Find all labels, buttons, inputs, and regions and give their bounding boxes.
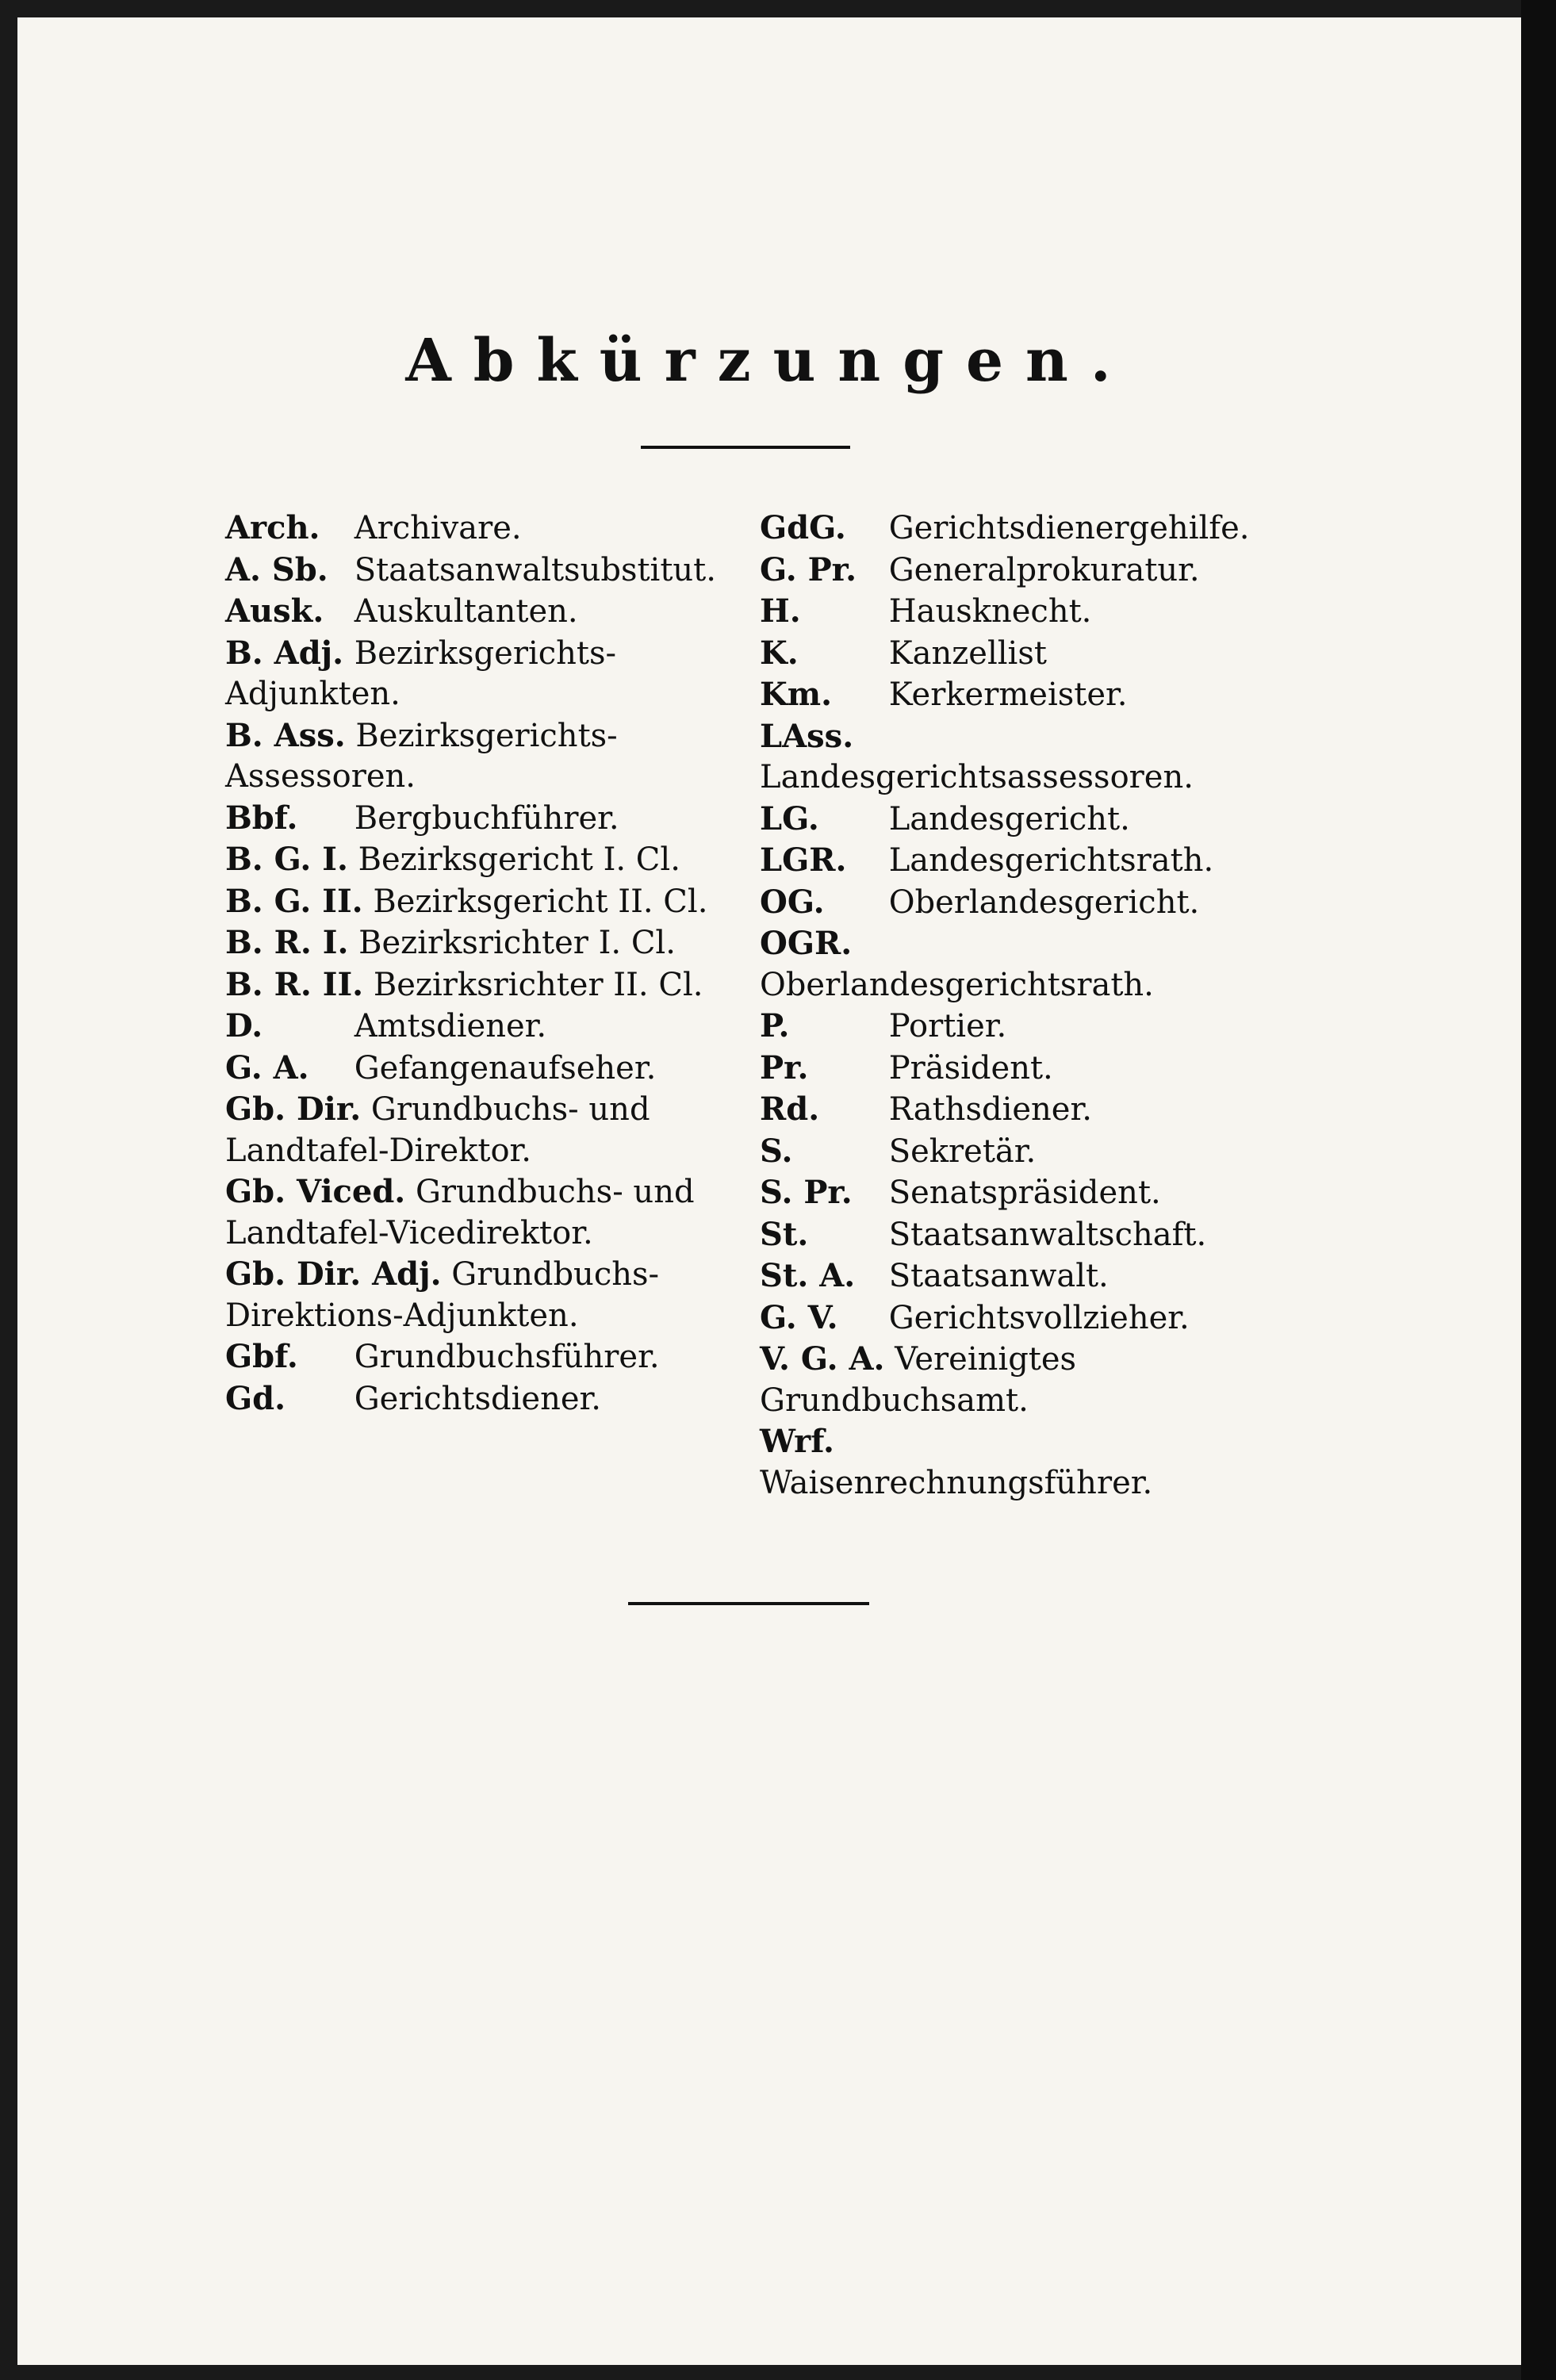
abbreviation-term: LG.	[760, 799, 819, 837]
abbreviation-term: OG.	[760, 883, 825, 921]
abbreviation-term: B. R. II.	[225, 965, 364, 1003]
abbreviation-term: G. Pr.	[760, 550, 857, 588]
abbreviation-term: GdG.	[760, 509, 846, 546]
abbreviation-term: LGR.	[760, 841, 847, 879]
abbreviation-expansion: Gerichtsdiener.	[354, 1380, 601, 1417]
abbreviation-term: S.	[760, 1132, 793, 1170]
abbreviation-entry	[225, 881, 733, 923]
abbreviation-entry	[760, 550, 1275, 592]
abbreviation-entry	[760, 840, 1275, 882]
abbreviation-expansion: Bezirksrichter II. Cl.	[373, 966, 703, 1003]
abbreviation-expansion: Gerichtsvollzieher.	[888, 1299, 1190, 1336]
abbreviation-expansion: Amtsdiener.	[354, 1008, 547, 1044]
end-divider	[628, 1602, 869, 1605]
abbreviation-expansion: Gefangenaufseher.	[354, 1049, 657, 1087]
abbreviation-term: St.	[760, 1215, 809, 1253]
document-page	[17, 17, 1521, 2365]
abbreviation-entry	[760, 1172, 1275, 1214]
abbreviation-term: A. Sb.	[225, 550, 328, 588]
abbreviation-expansion: Generalprokuratur.	[888, 551, 1200, 588]
abbreviation-expansion: Rathsdiener.	[888, 1091, 1092, 1128]
abbreviation-expansion: Grundbuchs- und Landtafel-Direktor.	[225, 1091, 650, 1169]
abbreviation-entry	[225, 1171, 733, 1254]
abbreviation-term: B. G. II.	[225, 882, 363, 920]
abbreviation-expansion: Präsident.	[888, 1049, 1053, 1087]
abbreviation-entry	[225, 591, 733, 633]
abbreviation-expansion: Landesgericht.	[888, 800, 1130, 837]
abbreviation-entry	[760, 1214, 1275, 1256]
abbreviation-term: OGR.	[760, 925, 853, 962]
abbreviation-expansion: Staatsanwalt.	[888, 1258, 1109, 1294]
abbreviation-entry	[760, 1006, 1275, 1048]
abbreviation-expansion: Grundbuchsführer.	[354, 1339, 660, 1375]
abbreviation-expansion: Sekretär.	[888, 1133, 1037, 1170]
abbreviation-term: B. G. I.	[225, 841, 348, 878]
abbreviation-term: Gb. Viced.	[225, 1173, 406, 1210]
abbreviation-term: V. G. A.	[760, 1340, 885, 1378]
abbreviation-entry	[760, 716, 1275, 799]
abbreviation-expansion: Bezirksrichter I. Cl.	[358, 925, 676, 961]
abbreviation-expansion: Bezirksgericht I. Cl.	[358, 841, 680, 878]
abbreviation-term: Pr.	[760, 1048, 809, 1087]
abbreviation-entry	[225, 839, 733, 881]
abbreviation-expansion: Oberlandesgerichtsrath.	[760, 966, 1154, 1003]
abbreviation-expansion: Waisenrechnungsführer.	[760, 1464, 1153, 1501]
abbreviation-expansion: Bergbuchführer.	[354, 799, 619, 837]
abbreviation-expansion: Grundbuchs-Direktions-Adjunkten.	[225, 1256, 660, 1334]
abbreviation-entry	[760, 1131, 1275, 1173]
abbreviation-term: LAss.	[760, 717, 854, 755]
abbreviation-entry	[225, 1048, 733, 1090]
abbreviation-entry	[225, 798, 733, 840]
abbreviation-term: Gbf.	[225, 1338, 298, 1375]
abbreviation-entry	[760, 1421, 1275, 1504]
abbreviation-term: B. Ass.	[225, 716, 346, 754]
abbreviation-term: Gb. Dir. Adj.	[225, 1255, 442, 1293]
abbreviation-entry	[225, 508, 733, 550]
abbreviation-entry	[225, 1378, 733, 1420]
abbreviation-entry	[225, 964, 733, 1006]
abbreviation-term: Gb. Dir.	[225, 1090, 362, 1128]
abbreviation-term: G. A.	[225, 1048, 309, 1087]
abbreviation-expansion: Kanzellist	[888, 634, 1047, 672]
abbreviation-entry	[225, 715, 733, 798]
abbreviation-term: Arch.	[225, 509, 320, 546]
abbreviation-term: Gd.	[225, 1379, 286, 1417]
abbreviation-term: Km.	[760, 676, 833, 713]
abbreviation-term: B. Adj.	[225, 634, 344, 672]
abbreviation-entry	[225, 922, 733, 964]
abbreviation-entry	[760, 1255, 1275, 1297]
abbreviation-expansion: Auskultanten.	[354, 593, 578, 630]
abbreviation-expansion: Staatsanwaltsubstitut.	[354, 551, 716, 588]
abbreviation-entry	[760, 508, 1275, 550]
abbreviation-list-right	[760, 508, 1275, 1504]
abbreviation-expansion: Gerichtsdienergehilfe.	[888, 510, 1250, 546]
abbreviation-expansion: Landesgerichtsassessoren.	[760, 759, 1194, 795]
abbreviation-entry	[225, 1006, 733, 1048]
page-title: Abkürzungen.	[405, 327, 1133, 395]
abbreviation-entry	[760, 591, 1275, 633]
abbreviation-entry	[760, 923, 1275, 1006]
abbreviation-term: G. V.	[760, 1298, 838, 1336]
abbreviation-entry	[760, 799, 1275, 841]
abbreviation-term: Rd.	[760, 1090, 820, 1128]
abbreviation-expansion: Bezirksgerichts-Adjunkten.	[225, 634, 617, 712]
abbreviation-entry	[760, 1089, 1275, 1131]
abbreviation-term: Bbf.	[225, 799, 298, 837]
abbreviation-list-left	[225, 508, 733, 1420]
abbreviation-term: D.	[225, 1007, 263, 1044]
abbreviation-expansion: Vereinigtes Grundbuchsamt.	[760, 1341, 1077, 1419]
abbreviation-expansion: Bezirksgericht II. Cl.	[373, 883, 708, 920]
abbreviation-expansion: Senatspräsident.	[888, 1175, 1161, 1211]
abbreviation-entry	[760, 633, 1275, 675]
abbreviation-entry	[760, 1339, 1275, 1421]
abbreviation-term: B. R. I.	[225, 924, 349, 961]
abbreviation-term: St. A.	[760, 1257, 856, 1294]
abbreviation-expansion: Hausknecht.	[888, 593, 1092, 630]
abbreviation-entry	[760, 882, 1275, 924]
abbreviation-expansion: Archivare.	[354, 510, 522, 546]
abbreviation-entry	[225, 633, 733, 715]
abbreviation-term: S. Pr.	[760, 1174, 853, 1211]
abbreviation-expansion: Oberlandesgericht.	[888, 883, 1200, 921]
abbreviation-expansion: Landesgerichtsrath.	[888, 842, 1214, 879]
abbreviation-term: P.	[760, 1007, 790, 1044]
abbreviation-entry	[760, 1048, 1275, 1090]
abbreviation-expansion: Bezirksgerichts-Assessoren.	[225, 717, 618, 795]
abbreviation-entry	[225, 1336, 733, 1378]
abbreviation-term: H.	[760, 592, 801, 630]
abbreviation-entry	[760, 1297, 1275, 1339]
abbreviation-term: Wrf.	[760, 1423, 834, 1460]
abbreviation-expansion: Grundbuchs- und Landtafel-Vicedirektor.	[225, 1174, 695, 1251]
title-divider	[641, 446, 850, 449]
abbreviation-entry	[225, 550, 733, 592]
abbreviation-expansion: Kerkermeister.	[888, 676, 1128, 713]
abbreviation-entry	[760, 674, 1275, 716]
page-edge-shadow	[1521, 0, 1556, 2380]
abbreviation-expansion: Staatsanwaltschaft.	[888, 1216, 1207, 1253]
abbreviation-term: K.	[760, 634, 799, 672]
abbreviation-entry	[225, 1254, 733, 1336]
abbreviation-term: Ausk.	[225, 592, 324, 630]
abbreviation-entry	[225, 1089, 733, 1171]
abbreviation-expansion: Portier.	[888, 1008, 1007, 1044]
